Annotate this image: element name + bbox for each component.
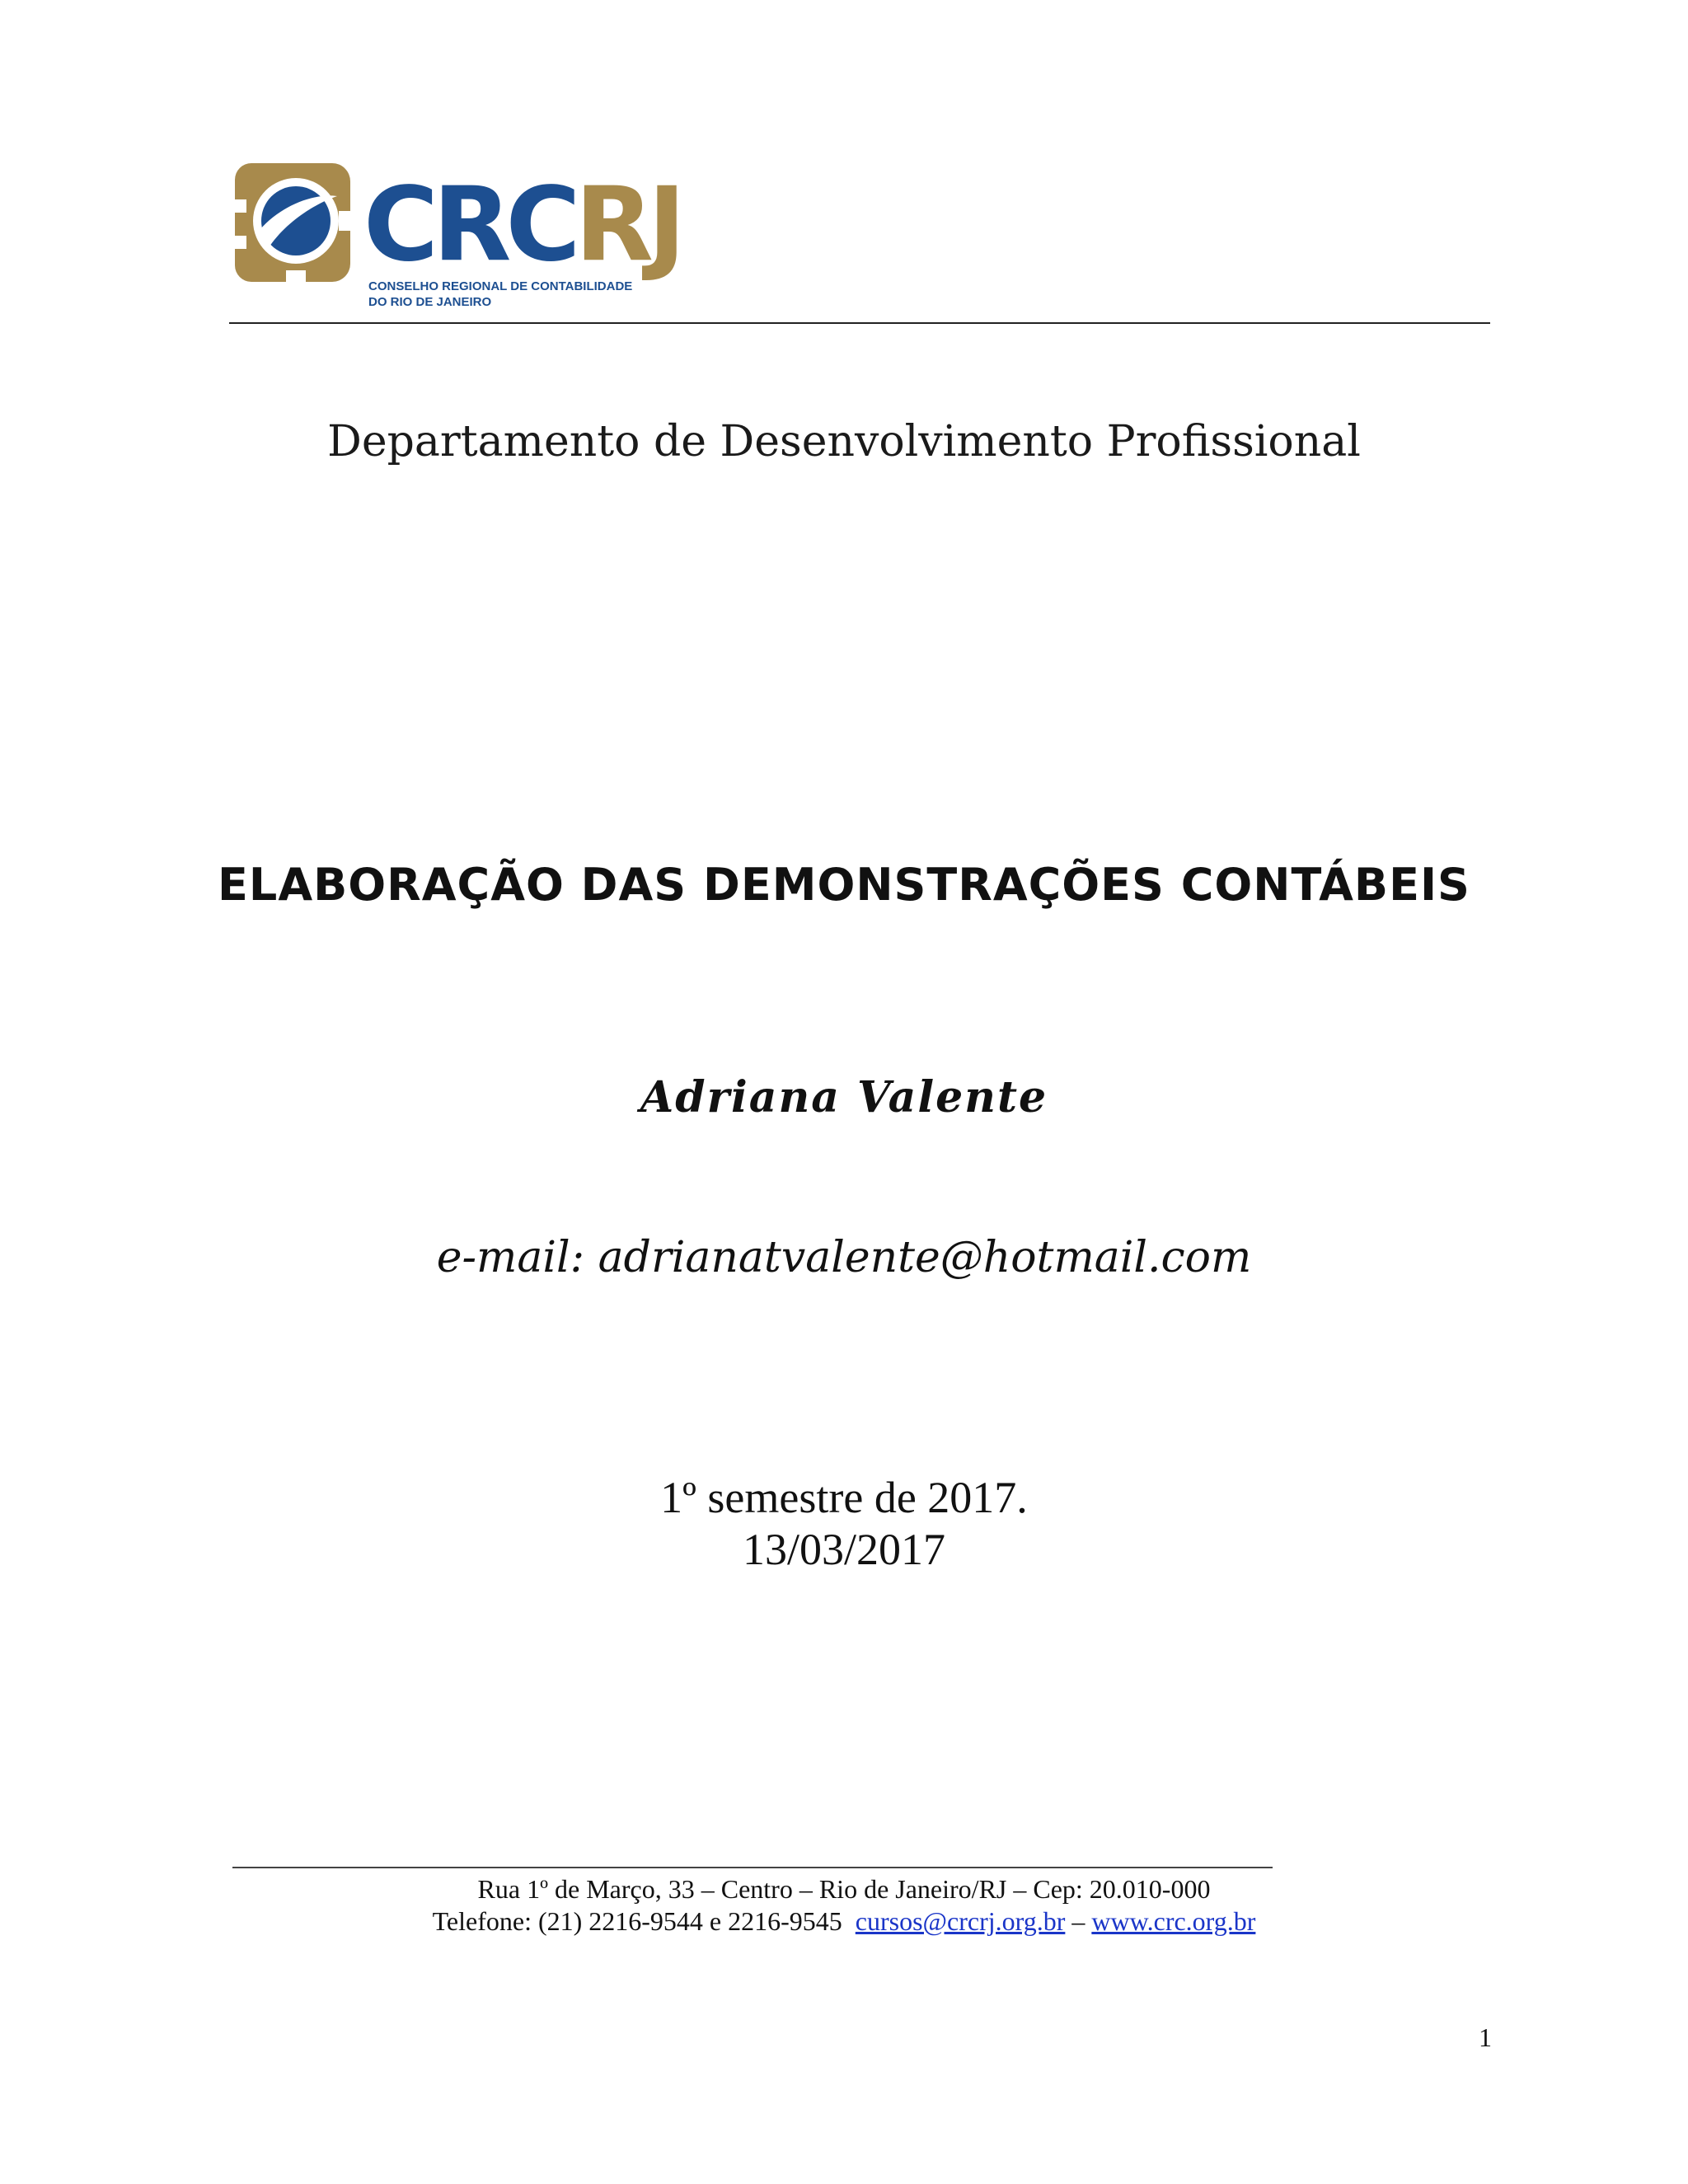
crcrj-logo [235, 163, 681, 316]
logo-subtitle [368, 279, 632, 310]
logo-subtitle-line2: DO RIO DE JANEIRO [368, 295, 492, 309]
footer-phone: Telefone: (21) 2216-9544 e 2216-9545 [432, 1906, 842, 1936]
footer-website-link[interactable]: www.crc.org.br [1091, 1906, 1256, 1936]
footer-email-link[interactable]: cursos@crcrj.org.br [855, 1906, 1066, 1936]
logo-word-crc: CRC [363, 166, 575, 284]
gear-globe-icon [235, 163, 350, 282]
document-title: ELABORAÇÃO DAS DEMONSTRAÇÕES CONTÁBEIS [218, 859, 1470, 911]
logo-word-rj: RJ [574, 166, 681, 284]
author-email: e-mail: adrianatvalente@hotmail.com [436, 1233, 1252, 1282]
footer-divider [232, 1867, 1273, 1868]
footer-contact [0, 1905, 1688, 1938]
page-number: 1 [1479, 2022, 1492, 2052]
logo-wordmark [363, 166, 681, 284]
header-divider [229, 322, 1490, 324]
document-date: 13/03/2017 [742, 1525, 945, 1574]
department-name: Departamento de Desenvolvimento Profissional [327, 417, 1361, 466]
semester-text: 1º semestre de 2017. [660, 1473, 1028, 1522]
footer-address: Rua 1º de Março, 33 – Centro – Rio de Janeiro/RJ – Cep: 20.010-000 [477, 1874, 1211, 1904]
logo-subtitle-line1: CONSELHO REGIONAL DE CONTABILIDADE [368, 279, 633, 293]
footer-separator: – [1071, 1906, 1085, 1936]
author-name: Adriana Valente [640, 1072, 1048, 1122]
